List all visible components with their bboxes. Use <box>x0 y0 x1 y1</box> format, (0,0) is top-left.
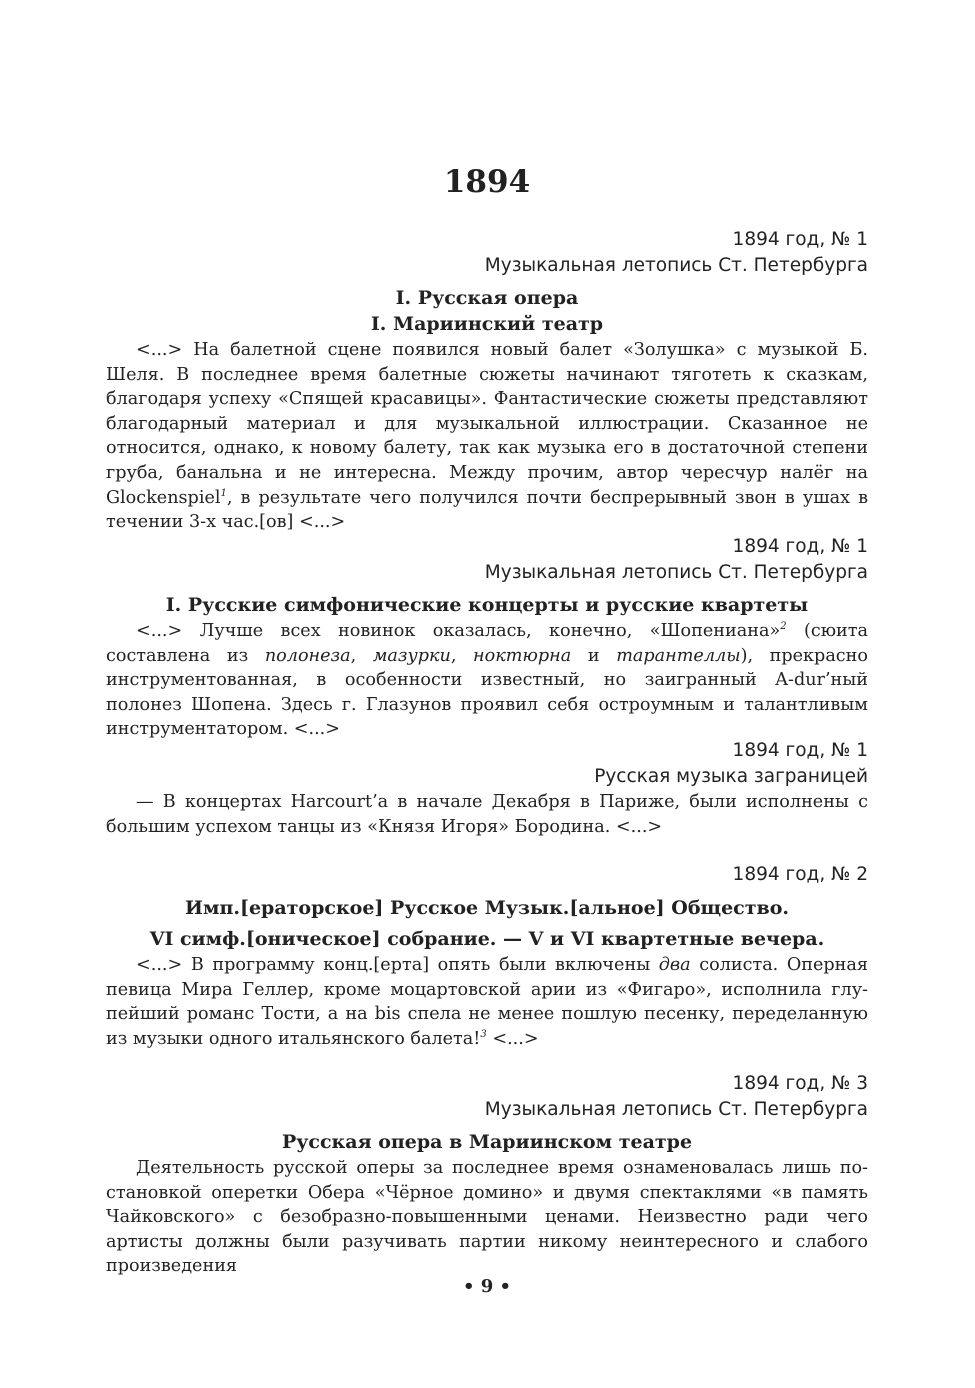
entry-3-issue: 1894 год, № 1 <box>732 740 868 761</box>
entry-3-paragraph <box>106 790 868 839</box>
entry-5-heading: Русская опера в Мариинском театре <box>281 1131 693 1153</box>
footnote-3-ref: 3 <box>480 1028 487 1040</box>
entry-1-paragraph <box>106 338 868 535</box>
entry-3 <box>106 738 868 839</box>
entry-4-issue: 1894 год, № 2 <box>732 864 868 885</box>
entry-2-sep-1: , <box>350 645 373 666</box>
entry-5-issue: 1894 год, № 3 <box>732 1073 868 1094</box>
entry-1-text-a: <...> На балетной сцене появился новый балет «Золушка» с музыкой Б. Шеля. В последнее время балетные сюжеты начинают тяготеть к сказкам, благодаря успеху «Спящей красавицы». Фантастические сюжеты представляют благодарный материал и для музыкальной иллюстрации. Сказанное не относится, однако, к новому балету, так как музыка его в достаточной степени груба, банальна и не интересна. Между прочим, автор чересчур налёг на Glockenspiel <box>106 340 868 508</box>
entry-2-italic-4: тарантеллы <box>616 645 741 666</box>
entry-3-section: Русская музыка заграницей <box>594 766 868 787</box>
entry-4-text-c: <...> <box>486 1028 539 1049</box>
document-page <box>106 0 868 1388</box>
entry-5-section: Музыкальная летопись Ст. Петербурга <box>484 1099 868 1120</box>
entry-2-italic-1: полонеза <box>264 645 351 666</box>
entry-2 <box>106 534 868 742</box>
entry-1-section: Музыкальная летопись Ст. Петербурга <box>484 255 868 276</box>
year-title: 1894 <box>443 164 531 200</box>
footnote-1-ref: 1 <box>220 487 227 499</box>
entry-4-text-b: солиста. Оперная певица Мира Геллер, кроме моцартовской арии из «Фигаро», исполнила глупейший романс Тости, а на bis спела не менее пошлую песенку, переделанную из музыки одного итальянского балета! <box>106 955 868 1049</box>
entry-1-heading-2: I. Мариинский театр <box>370 313 604 335</box>
entry-2-italic-2: мазурки <box>372 645 451 666</box>
entry-1-text-b: , в результате чего получился почти беспрерывный звон в ушах в течении 3-х час.[ов] <...> <box>106 487 868 533</box>
entry-2-heading: I. Русские симфонические концерты и русские квартеты <box>165 594 809 616</box>
entry-2-sep-2: , <box>450 645 474 666</box>
entry-2-italic-3: ноктюрна <box>473 645 572 666</box>
entry-2-text-a: <...> Лучше всех новинок оказалась, конечно, «Шопениана» <box>136 621 781 641</box>
footnote-2-ref: 2 <box>780 621 787 633</box>
entry-3-text: — В концертах Harcourt’a в начале Декабря в Париже, были исполнены с большим успехом танцы из «Князя Игоря» Бородина. <...> <box>106 792 868 837</box>
entry-2-paragraph <box>106 619 868 742</box>
entry-5-text: Деятельность русской оперы за последнее время ознаменовалась лишь постановкой оперетки Обера «Чёрное домино» и двумя спектаклями «в память Чайковского» с безобразно-повышенными ценами. Неизвестно ради чего артисты должны были разучивать партии никому неинтересного и слабого произведения <box>106 1158 868 1277</box>
entry-2-text-b: (сюита составлена из <box>106 621 869 666</box>
page-number: • 9 • <box>462 1276 512 1297</box>
entry-1 <box>106 227 868 535</box>
entry-4-italic-1: два <box>658 955 691 975</box>
entry-5 <box>106 1071 868 1279</box>
entry-5-paragraph <box>106 1156 868 1279</box>
entry-2-sep-3: и <box>571 645 617 666</box>
entry-2-section: Музыкальная летопись Ст. Петербурга <box>484 562 868 583</box>
entry-4-heading-2: VI симф.[оническое] собрание. — V и VI квартетные вечера. <box>149 928 825 950</box>
entry-4-text-a: <...> В программу конц.[ерта] опять были включены <box>136 955 659 975</box>
entry-4-paragraph <box>106 953 868 1051</box>
entry-4 <box>106 862 868 1051</box>
entry-4-heading-1: Имп.[ераторское] Русское Музык.[альное] Общество. <box>185 897 789 919</box>
entry-1-heading-1: I. Русская опера <box>395 287 579 309</box>
entry-2-text-c: ), прекрасно инструментованная, в особенности известный, но заигранный A-dur’ный полонез Шопена. Здесь г. Глазунов проявил себя остроумным и талантливым инструментатором. <...> <box>106 645 868 740</box>
entry-2-issue: 1894 год, № 1 <box>732 536 868 557</box>
entry-1-issue: 1894 год, № 1 <box>732 229 868 250</box>
